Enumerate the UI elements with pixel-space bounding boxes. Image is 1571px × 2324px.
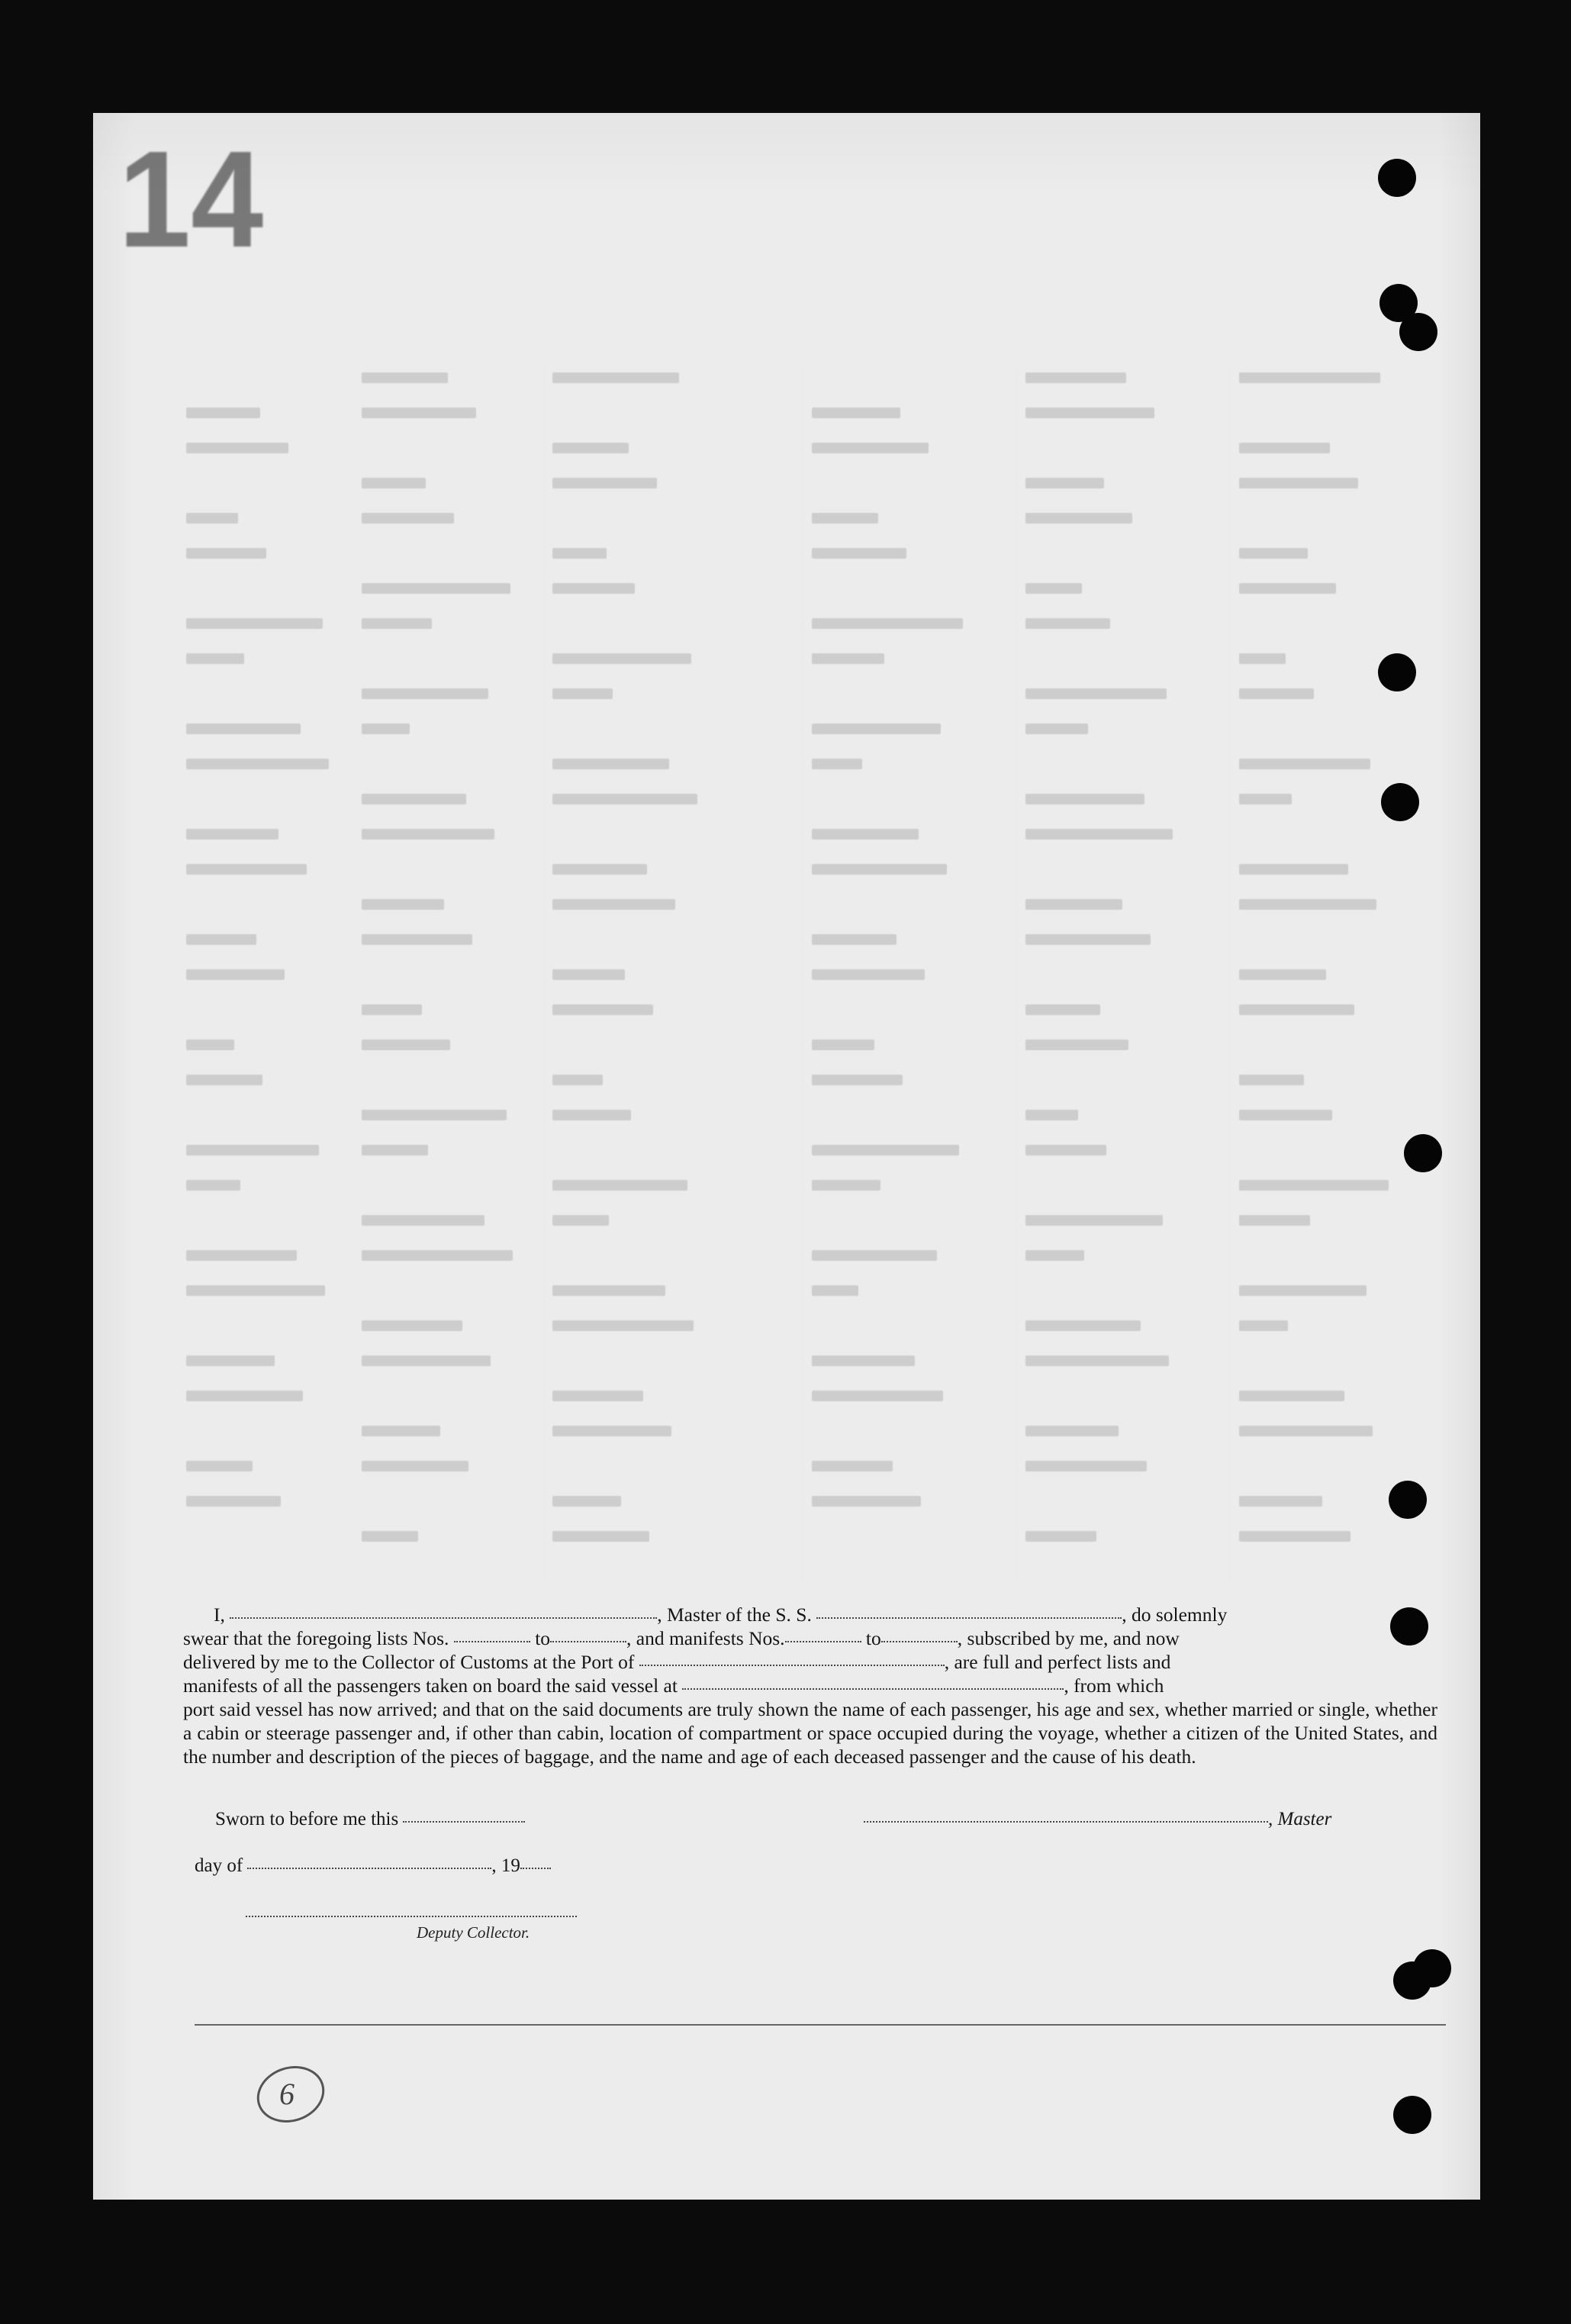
bleed-block [186,1391,303,1401]
bleed-block [1025,899,1122,910]
punch-hole-icon [1413,1949,1451,1987]
bleed-block [812,408,900,418]
oath-subscribed: , subscribed by me, and now [957,1627,1180,1649]
bleed-block [812,653,884,664]
bleed-block [362,1426,440,1436]
bleed-block [186,443,288,453]
bleed-block [1239,1215,1310,1226]
bleed-block [812,1145,959,1156]
master-signature-blank [864,1818,1268,1823]
bleed-block [362,899,444,910]
bleed-block [186,513,238,524]
day-blank [247,1865,491,1869]
bleed-block [552,864,647,875]
bleed-block [1025,1250,1084,1261]
oath-solemnly: , do solemnly [1122,1604,1228,1626]
oath-delivered: delivered by me to the Collector of Customs at the Port of [183,1651,635,1673]
bleed-block [362,408,476,418]
bleed-block [1025,1355,1169,1366]
bleed-block [812,969,925,980]
bleed-block [1025,1320,1141,1331]
bleed-block [552,1496,621,1507]
punch-hole-icon [1378,653,1416,691]
oath-to-1: to [535,1627,551,1649]
bleed-block [1025,478,1104,488]
bleed-block [1239,583,1336,594]
bleed-block [186,1496,281,1507]
bleed-block [1025,583,1082,594]
bleed-block [552,1110,631,1120]
manifest-to-blank [881,1638,958,1642]
bleed-block [812,1180,880,1191]
bleed-block [186,829,278,840]
bleed-block [1239,372,1380,383]
day-of-label: day of [195,1855,243,1876]
bleed-block [1025,1461,1147,1471]
bleed-block [362,618,432,629]
oath-manifests-nos: , and manifests Nos. [626,1627,785,1649]
bleed-block [552,688,613,699]
bleed-block [186,969,285,980]
bleed-block [1239,1531,1350,1542]
bleed-block [362,1040,450,1050]
bleed-block [362,1215,484,1226]
bleed-block [186,408,260,418]
bleed-block [186,934,256,945]
bleed-block [1239,1110,1332,1120]
bleed-block [186,1285,325,1296]
bleed-block [812,1355,915,1366]
bleed-block [552,372,679,383]
bleed-block [186,618,323,629]
bleed-block [552,583,635,594]
bleed-block [1239,899,1376,910]
bleed-block [812,513,878,524]
bleed-block [1239,653,1286,664]
master-name-blank [230,1614,657,1619]
bleed-column-rule [543,365,544,1586]
margin-mark-number: 6 [279,2077,295,2111]
punch-hole-icon [1399,313,1437,351]
bleed-block [552,1215,609,1226]
bleed-block [1025,1004,1100,1015]
bleed-block [186,1250,297,1261]
bleed-block [1025,724,1088,734]
bleed-block [1025,1040,1128,1050]
bleed-block [552,794,697,804]
bleed-block [362,583,510,594]
oath-to-2: to [865,1627,881,1649]
bleed-block [186,1355,275,1366]
oath-manifests-all: manifests of all the passengers taken on board the said vessel at [183,1675,678,1697]
bleed-block [812,618,963,629]
bleed-block [552,1180,687,1191]
bleed-block [1239,1004,1354,1015]
bleed-block [1239,443,1330,453]
bleed-block [1239,1075,1304,1085]
bleed-block [552,759,669,769]
oath-body-text: port said vessel has now arrived; and that on the said documents are truly shown the name of each passenger, his age and sex, whether married or single, whether a cabin or steerage passenger and, if other than cabin, location of compartment or space occupied during the voyage, whether a citizen of the United States, and the number and description of the pieces of baggage, and the name and age of each deceased passenger and the cause of his death. [183,1698,1437,1768]
deputy-collector-signature-line [246,1916,577,1917]
bleed-block [552,548,607,559]
header-stamp-number: 14 [118,123,264,276]
list-to-blank [550,1638,626,1642]
bleed-block [186,724,301,734]
manifest-page [93,113,1480,2200]
bleed-block [812,548,906,559]
bleed-block [1025,1145,1106,1156]
master-oath-paragraph [183,1603,1437,1768]
master-label: , Master [1268,1809,1332,1829]
port-blank [639,1662,945,1666]
bleed-block [1239,1391,1344,1401]
bleed-block [1025,408,1154,418]
bleed-block [186,864,307,875]
sworn-line [215,1809,525,1830]
bleed-block [552,1426,671,1436]
bleed-column-rule [1230,365,1231,1586]
bleed-block [362,1250,513,1261]
bleed-block [552,1320,694,1331]
year-blank [520,1865,551,1869]
list-from-blank [454,1638,530,1642]
bleed-block [552,969,625,980]
bleed-block [362,1004,422,1015]
bleed-block [362,934,472,945]
bleed-block [1239,969,1326,980]
bleed-block [1239,794,1292,804]
bleed-block [362,829,494,840]
deputy-collector-label: Deputy Collector. [417,1923,530,1942]
bleed-block [812,864,947,875]
bleed-block [362,1531,418,1542]
bleed-block [1025,1426,1119,1436]
bleed-block [1239,1180,1389,1191]
bleed-block [362,1145,428,1156]
oath-from-which: , from which [1064,1675,1164,1697]
bleed-block [362,372,448,383]
bleed-block [1239,1496,1322,1507]
bleed-block [812,1075,903,1085]
sworn-label: Sworn to before me this [215,1809,399,1829]
bleed-block [552,1004,653,1015]
bleed-block [186,759,329,769]
bleed-block [812,1285,858,1296]
bleed-block [1239,864,1348,875]
manifest-from-blank [785,1638,861,1642]
bleed-block [552,1531,649,1542]
bleed-block [362,1355,491,1366]
oath-full-perfect: , are full and perfect lists and [944,1651,1171,1673]
bleed-block [812,829,919,840]
reverse-side-bleed-through [177,113,1413,1609]
bleed-block [1239,1320,1288,1331]
bleed-block [552,478,657,488]
bleed-block [186,1075,262,1085]
bleed-block [552,1285,665,1296]
bleed-block [362,513,454,524]
master-signature-line [864,1809,1331,1830]
bleed-block [552,899,675,910]
bleed-block [362,794,466,804]
embarkation-port-blank [682,1685,1064,1690]
bleed-block [1025,829,1173,840]
bleed-block [362,1320,462,1331]
bleed-block [362,1110,507,1120]
ship-name-blank [816,1614,1122,1619]
bleed-block [812,1391,943,1401]
bleed-block [812,1496,921,1507]
bleed-block [812,1461,893,1471]
bleed-block [186,1040,234,1050]
punch-hole-icon [1404,1134,1442,1172]
bleed-block [552,1075,603,1085]
bleed-block [362,1461,468,1471]
bleed-block [362,724,410,734]
bleed-block [1025,372,1126,383]
punch-hole-icon [1393,2096,1431,2134]
bleed-block [362,688,488,699]
bottom-rule [195,2024,1446,2026]
bleed-block [1239,478,1358,488]
bleed-block [552,443,629,453]
bleed-block [1025,1531,1096,1542]
bleed-block [362,478,426,488]
sworn-date-blank [403,1818,525,1823]
bleed-block [1239,759,1370,769]
bleed-block [812,724,941,734]
bleed-block [1239,548,1308,559]
bleed-block [812,1040,874,1050]
bleed-block [1239,1426,1373,1436]
day-of-line [195,1855,551,1877]
bleed-block [812,934,897,945]
punch-hole-icon [1378,159,1416,197]
bleed-block [1025,618,1110,629]
oath-master-of-ship: , Master of the S. S. [657,1604,812,1626]
bleed-block [812,443,929,453]
punch-hole-icon [1389,1481,1427,1519]
bleed-block [186,1461,253,1471]
bleed-block [1025,513,1132,524]
bleed-block [552,653,691,664]
bleed-block [186,1145,319,1156]
bleed-block [186,548,266,559]
bleed-block [1239,1285,1367,1296]
bleed-block [552,1391,643,1401]
bleed-block [812,759,862,769]
bleed-block [1025,934,1151,945]
bleed-block [186,1180,240,1191]
bleed-column-rule [1016,365,1017,1586]
bleed-block [1025,688,1167,699]
punch-hole-icon [1381,783,1419,821]
bleed-block [1239,688,1314,699]
bleed-block [1025,794,1144,804]
bleed-block [1025,1215,1163,1226]
bleed-block [812,1250,937,1261]
year-prefix: , 19 [491,1855,520,1876]
bleed-block [1025,1110,1078,1120]
oath-i: I, [214,1604,225,1626]
punch-hole-icon [1390,1607,1428,1645]
oath-swear-lists: swear that the foregoing lists Nos. [183,1627,449,1649]
bleed-block [186,653,244,664]
